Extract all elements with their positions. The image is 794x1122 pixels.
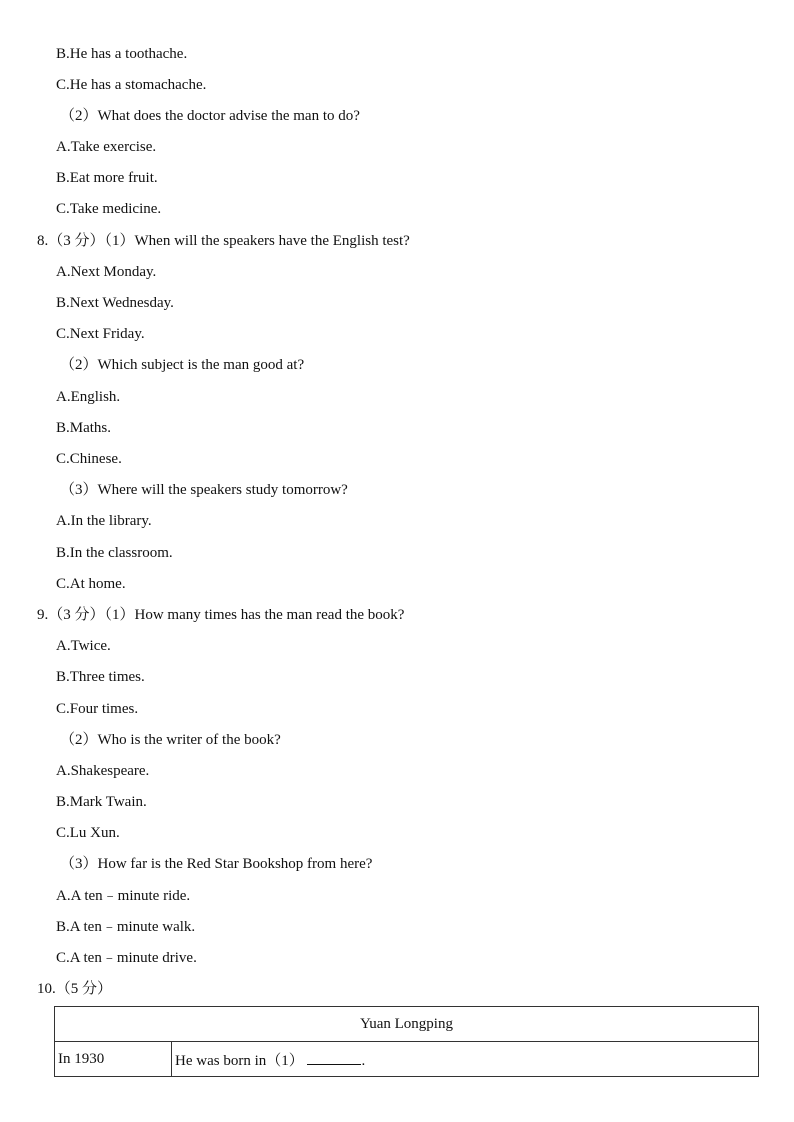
table-header-row: [55, 1007, 759, 1042]
answer-blank-1[interactable]: [307, 1050, 361, 1065]
option-c-chinese: C.Chinese.: [56, 451, 122, 467]
table-row: [55, 1042, 759, 1077]
question-10: 10.（5 分）: [37, 981, 113, 997]
yuan-longping-table: [54, 1006, 759, 1077]
sub-question-9-3: （3）How far is the Red Star Bookshop from here?: [60, 856, 373, 872]
option-a-twice: A.Twice.: [56, 638, 111, 654]
option-c-lu-xun: C.Lu Xun.: [56, 825, 120, 841]
question-8: 8.（3 分）（1）When will the speakers have the English test?: [37, 233, 410, 249]
option-a-take-exercise: A.Take exercise.: [56, 139, 157, 155]
event-text-end: .: [361, 1052, 366, 1069]
sub-question-8-2: （2）Which subject is the man good at?: [60, 357, 305, 373]
option-c-four-times: C.Four times.: [56, 701, 139, 717]
sub-question-8-3: （3）Where will the speakers study tomorrow?: [60, 482, 348, 498]
option-b-in-the-classroom: B.In the classroom.: [56, 545, 173, 561]
option-a-english: A.English.: [56, 389, 121, 405]
table-cell-year: In 1930: [55, 1042, 172, 1077]
option-c-at-home: C.At home.: [56, 576, 126, 592]
option-b-next-wednesday: B.Next Wednesday.: [56, 295, 174, 311]
option-c-take-medicine: C.Take medicine.: [56, 201, 162, 217]
event-text: He was born in（1）: [175, 1052, 304, 1069]
table-cell-event: [172, 1042, 759, 1077]
sub-question-9-2: （2）Who is the writer of the book?: [60, 732, 281, 748]
option-c-next-friday: C.Next Friday.: [56, 326, 145, 342]
option-a-in-the-library: A.In the library.: [56, 513, 152, 529]
option-b-maths: B.Maths.: [56, 420, 112, 436]
option-b-eat-more-fruit: B.Eat more fruit.: [56, 170, 158, 186]
option-a-ten-minute-ride: A.A ten﹣minute ride.: [56, 888, 191, 904]
option-c-stomachache: C.He has a stomachache.: [56, 77, 207, 93]
option-b-toothache: B.He has a toothache.: [56, 46, 188, 62]
question-9: 9.（3 分）（1）How many times has the man read the book?: [37, 607, 405, 623]
table-title: Yuan Longping: [55, 1007, 759, 1042]
option-a-shakespeare: A.Shakespeare.: [56, 763, 150, 779]
option-b-ten-minute-walk: B.A ten﹣minute walk.: [56, 919, 196, 935]
option-a-next-monday: A.Next Monday.: [56, 264, 157, 280]
option-c-ten-minute-drive: C.A ten﹣minute drive.: [56, 950, 197, 966]
option-b-mark-twain: B.Mark Twain.: [56, 794, 147, 810]
sub-question-7-2: （2）What does the doctor advise the man to do?: [60, 108, 360, 124]
option-b-three-times: B.Three times.: [56, 669, 145, 685]
